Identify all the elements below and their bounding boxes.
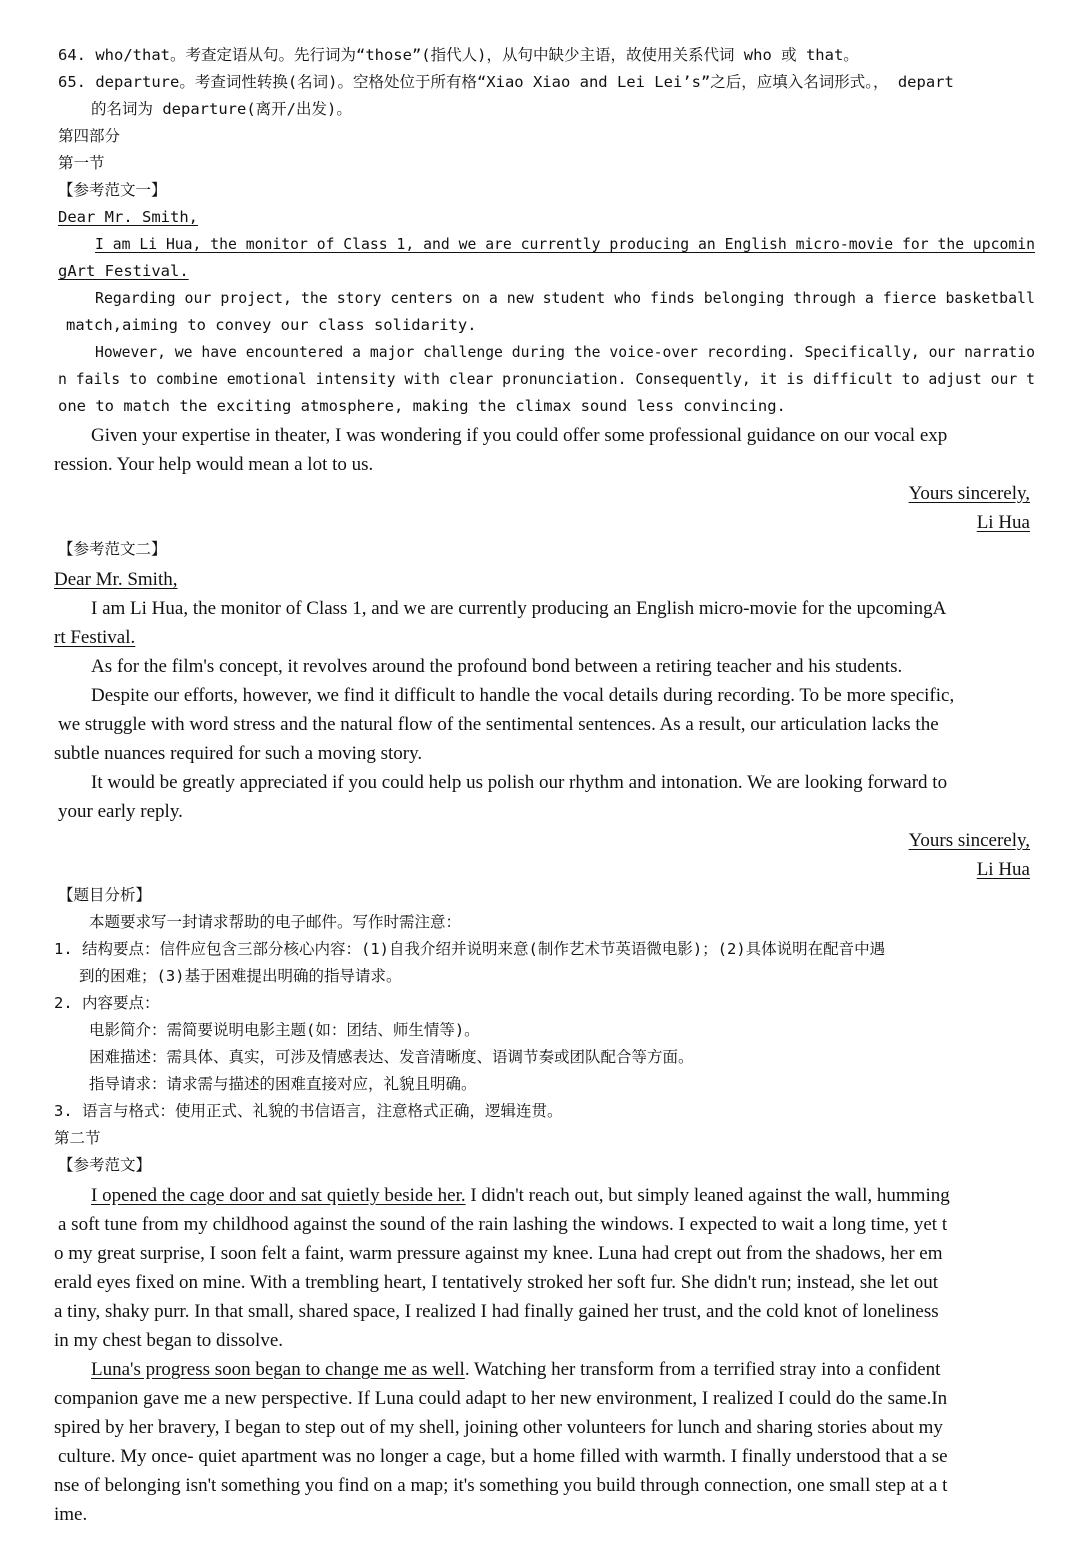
analysis-line: 1. 结构要点：信件应包含三部分核心内容：(1)自我介绍并说明来意(制作艺术节英语微电影)；(2)具体说明在配音中遇 bbox=[54, 940, 886, 958]
sample3-p1-underlined: I opened the cage door and sat quietly beside her. bbox=[91, 1185, 466, 1206]
sample3-line: erald eyes fixed on mine. With a trembling heart, I tentatively stroked her soft fur. She didn't run; instead, she let out bbox=[54, 1272, 939, 1293]
sample2-line: subtle nuances required for such a moving story. bbox=[54, 743, 423, 764]
sample1-line: match,aiming to convey our class solidarity. bbox=[66, 316, 477, 334]
sample1-salutation: Dear Mr. Smith, bbox=[58, 208, 198, 226]
sample1-line: Regarding our project, the story centers on a new student who finds belonging through a fierce basketball bbox=[95, 289, 1035, 307]
sample3-p2-first-line bbox=[91, 1360, 940, 1379]
sample3-p1-rest: I didn't reach out, but simply leaned against the wall, humming bbox=[465, 1185, 950, 1206]
sample1-line: ression. Your help would mean a lot to us. bbox=[54, 454, 374, 475]
sample1-signature: Li Hua bbox=[976, 512, 1030, 533]
sample3-line: a tiny, shaky purr. In that small, shared space, I realized I had finally gained her trust, and the cold knot of loneliness bbox=[54, 1301, 939, 1322]
sample3-line: culture. My once- quiet apartment was no longer a cage, but a home filled with warmth. I finally understood that a se bbox=[58, 1446, 948, 1467]
sample3-p2-rest: . Watching her transform from a terrified stray into a confident bbox=[464, 1359, 941, 1380]
sample1-line: one to match the exciting atmosphere, making the climax sound less convincing. bbox=[58, 397, 786, 415]
sample2-closing: Yours sincerely, bbox=[908, 830, 1030, 851]
answer-64: 64. who/that。考查定语从句。先行词为“those”(指代人)，从句中缺少主语，故使用关系代词 who 或 that。 bbox=[58, 46, 859, 64]
section-heading: 第四部分 bbox=[58, 127, 121, 145]
sample3-p2-underlined: Luna's progress soon began to change me as well bbox=[91, 1359, 465, 1380]
answer-65-line2: 的名词为 departure(离开/出发)。 bbox=[91, 100, 352, 118]
sample1-closing: Yours sincerely, bbox=[908, 483, 1030, 504]
sample2-line: your early reply. bbox=[58, 801, 183, 822]
sample3-line: o my great surprise, I soon felt a faint, warm pressure against my knee. Luna had crept out from the shadows, her em bbox=[54, 1243, 943, 1264]
analysis-line: 电影简介：需简要说明电影主题(如：团结、师生情等)。 bbox=[89, 1021, 480, 1039]
sample1-line: Given your expertise in theater, I was wondering if you could offer some professional guidance on our vocal exp bbox=[91, 425, 948, 446]
sample2-salutation: Dear Mr. Smith, bbox=[54, 569, 178, 590]
analysis-line: 本题要求写一封请求帮助的电子邮件。写作时需注意： bbox=[89, 913, 462, 931]
sample3-line: nse of belonging isn't something you find on a map; it's something you build through connection, one small step at a t bbox=[54, 1475, 948, 1496]
sample1-heading: 【参考范文一】 bbox=[58, 181, 167, 199]
subsection-heading-2: 第二节 bbox=[54, 1129, 101, 1147]
sample1-line: However, we have encountered a major challenge during the voice-over recording. Specifically, our narratio bbox=[95, 343, 1036, 361]
analysis-line: 指导请求：请求需与描述的困难直接对应，礼貌且明确。 bbox=[89, 1075, 477, 1093]
analysis-line: 3. 语言与格式：使用正式、礼貌的书信语言，注意格式正确，逻辑连贯。 bbox=[54, 1102, 563, 1120]
sample2-signature: Li Hua bbox=[976, 859, 1030, 880]
answer-65-line1: 65. departure。考查词性转换(名词)。空格处位于所有格“Xiao Xiao and Lei Lei’s”之后，应填入名词形式。， depart bbox=[58, 73, 954, 91]
analysis-line: 到的困难；(3)基于困难提出明确的指导请求。 bbox=[79, 967, 402, 985]
sample2-line: we struggle with word stress and the natural flow of the sentimental sentences. As a result, our articulation lacks the bbox=[58, 714, 939, 735]
sample3-line: spired by her bravery, I began to step out of my shell, joining other volunteers for lunch and sharing stories about my bbox=[54, 1417, 943, 1438]
analysis-line: 2. 内容要点： bbox=[54, 994, 160, 1012]
sample3-line: a soft tune from my childhood against the sound of the rain lashing the windows. I expected to wait a long time, yet t bbox=[58, 1214, 948, 1235]
sample1-line: gArt Festival. bbox=[58, 262, 189, 280]
sample2-heading: 【参考范文二】 bbox=[58, 540, 167, 558]
sample3-heading: 【参考范文】 bbox=[58, 1156, 152, 1174]
analysis-line: 困难描述：需具体、真实，可涉及情感表达、发音清晰度、语调节奏或团队配合等方面。 bbox=[89, 1048, 694, 1066]
sample1-line: I am Li Hua, the monitor of Class 1, and we are currently producing an English micro-movie for the upcomin bbox=[95, 235, 1036, 253]
sample3-line: in my chest began to dissolve. bbox=[54, 1330, 284, 1351]
sample2-line: It would be greatly appreciated if you could help us polish our rhythm and intonation. We are looking forward to bbox=[91, 772, 948, 793]
sample2-line: I am Li Hua, the monitor of Class 1, and we are currently producing an English micro-movie for the upcomingA bbox=[91, 598, 947, 619]
sample2-line: As for the film's concept, it revolves around the profound bond between a retiring teacher and his students. bbox=[91, 656, 903, 677]
subsection-heading-1: 第一节 bbox=[58, 154, 105, 172]
analysis-heading: 【题目分析】 bbox=[58, 886, 152, 904]
sample3-line: ime. bbox=[54, 1504, 88, 1525]
sample2-line: Despite our efforts, however, we find it difficult to handle the vocal details during recording. To be more specific, bbox=[91, 685, 955, 706]
sample2-line: rt Festival. bbox=[54, 627, 136, 648]
sample3-line: companion gave me a new perspective. If Luna could adapt to her new environment, I realized I could do the same.In bbox=[54, 1388, 948, 1409]
sample3-p1-first-line bbox=[91, 1186, 950, 1205]
sample1-line: n fails to combine emotional intensity with clear pronunciation. Consequently, it is difficult to adjust our t bbox=[58, 370, 1036, 388]
